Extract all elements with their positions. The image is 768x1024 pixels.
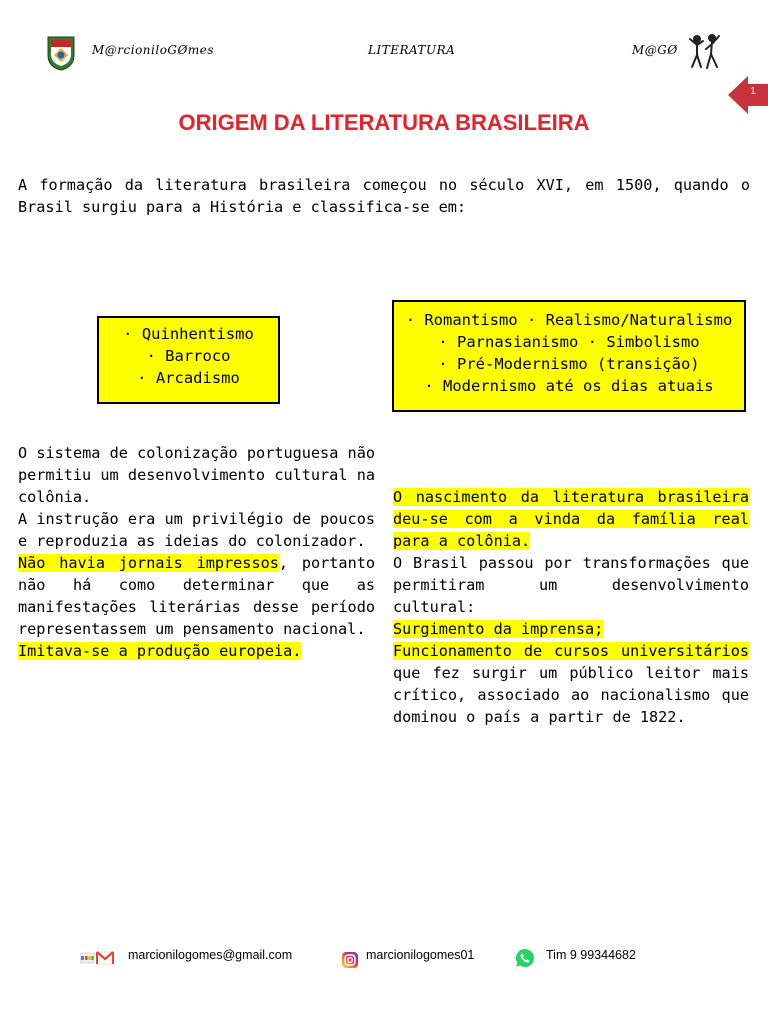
page-title: ORIGEM DA LITERATURA BRASILEIRA [178,110,590,135]
period-item: · Barroco [146,347,231,365]
period-item: · Quinhentismo [123,325,254,343]
highlight-press: Surgimento da imprensa; [393,620,604,638]
colonial-paragraph-2: A instrução era um privilégio de poucos e reproduzia as ideias do colonizador. [18,510,375,550]
period-item: · Pré-Modernismo (transição) [438,355,700,373]
national-paragraph-3 [393,618,749,640]
national-paragraph-1 [393,486,749,552]
colonial-paragraph-3-text: , portanto não há como determinar que as manifestações literárias desse período representassem um pensamento nacional. [18,554,375,638]
header-subject: LITERATURA [368,43,456,57]
periods-colonial-box [97,316,280,404]
footer-instagram: marcionilogomes01 [366,948,475,962]
national-paragraph-2: O Brasil passou por transformações que permitiram um desenvolvimento cultural: [393,554,749,616]
whatsapp-icon [515,948,535,968]
colonial-paragraph-1: O sistema de colonização portuguesa não permitiu um desenvolvimento cultural na colônia. [18,444,375,506]
colonial-column [18,442,375,662]
period-item: · Arcadismo [137,369,240,387]
header-initials: M@GØ [632,43,678,57]
national-paragraph-4-head [393,640,749,662]
dancers-icon [688,33,722,71]
highlight-no-newspapers: Não havia jornais impressos [18,554,279,572]
footer-email: marcionilogomes@gmail.com [128,948,293,962]
footer-phone: Tim 9 99344682 [546,948,636,962]
national-paragraph-4-text: que fez surgir um público leitor mais crítico, associado ao nacionalismo que dominou o país a partir de 1822. [393,664,749,726]
periods-national-box [392,300,746,412]
page-number: 1 [750,86,756,97]
gmail-icon [80,950,114,966]
period-item: · Parnasianismo · Simbolismo [438,333,700,351]
colonial-paragraph-3 [18,552,375,640]
period-item: · Modernismo até os dias atuais [424,377,714,395]
highlight-european-imitation: Imitava-se a produção europeia. [18,642,302,660]
colonial-paragraph-4 [18,640,375,662]
intro-paragraph: A formação da literatura brasileira começou no século XVI, em 1500, quando o Brasil surgiu para a História e classifica-se em: [18,176,750,216]
crest-icon [46,35,76,71]
highlight-university-courses: Funcionamento de cursos universitários [393,642,749,660]
header-author: M@rcioniloGØmes [92,43,214,57]
national-column [393,486,749,728]
highlight-birth-of-literature: O nascimento da literatura brasileira deu-se com a vinda da família real para a colônia. [393,488,749,550]
period-item: · Romantismo · Realismo/Naturalismo [405,311,733,329]
instagram-icon [342,952,358,968]
